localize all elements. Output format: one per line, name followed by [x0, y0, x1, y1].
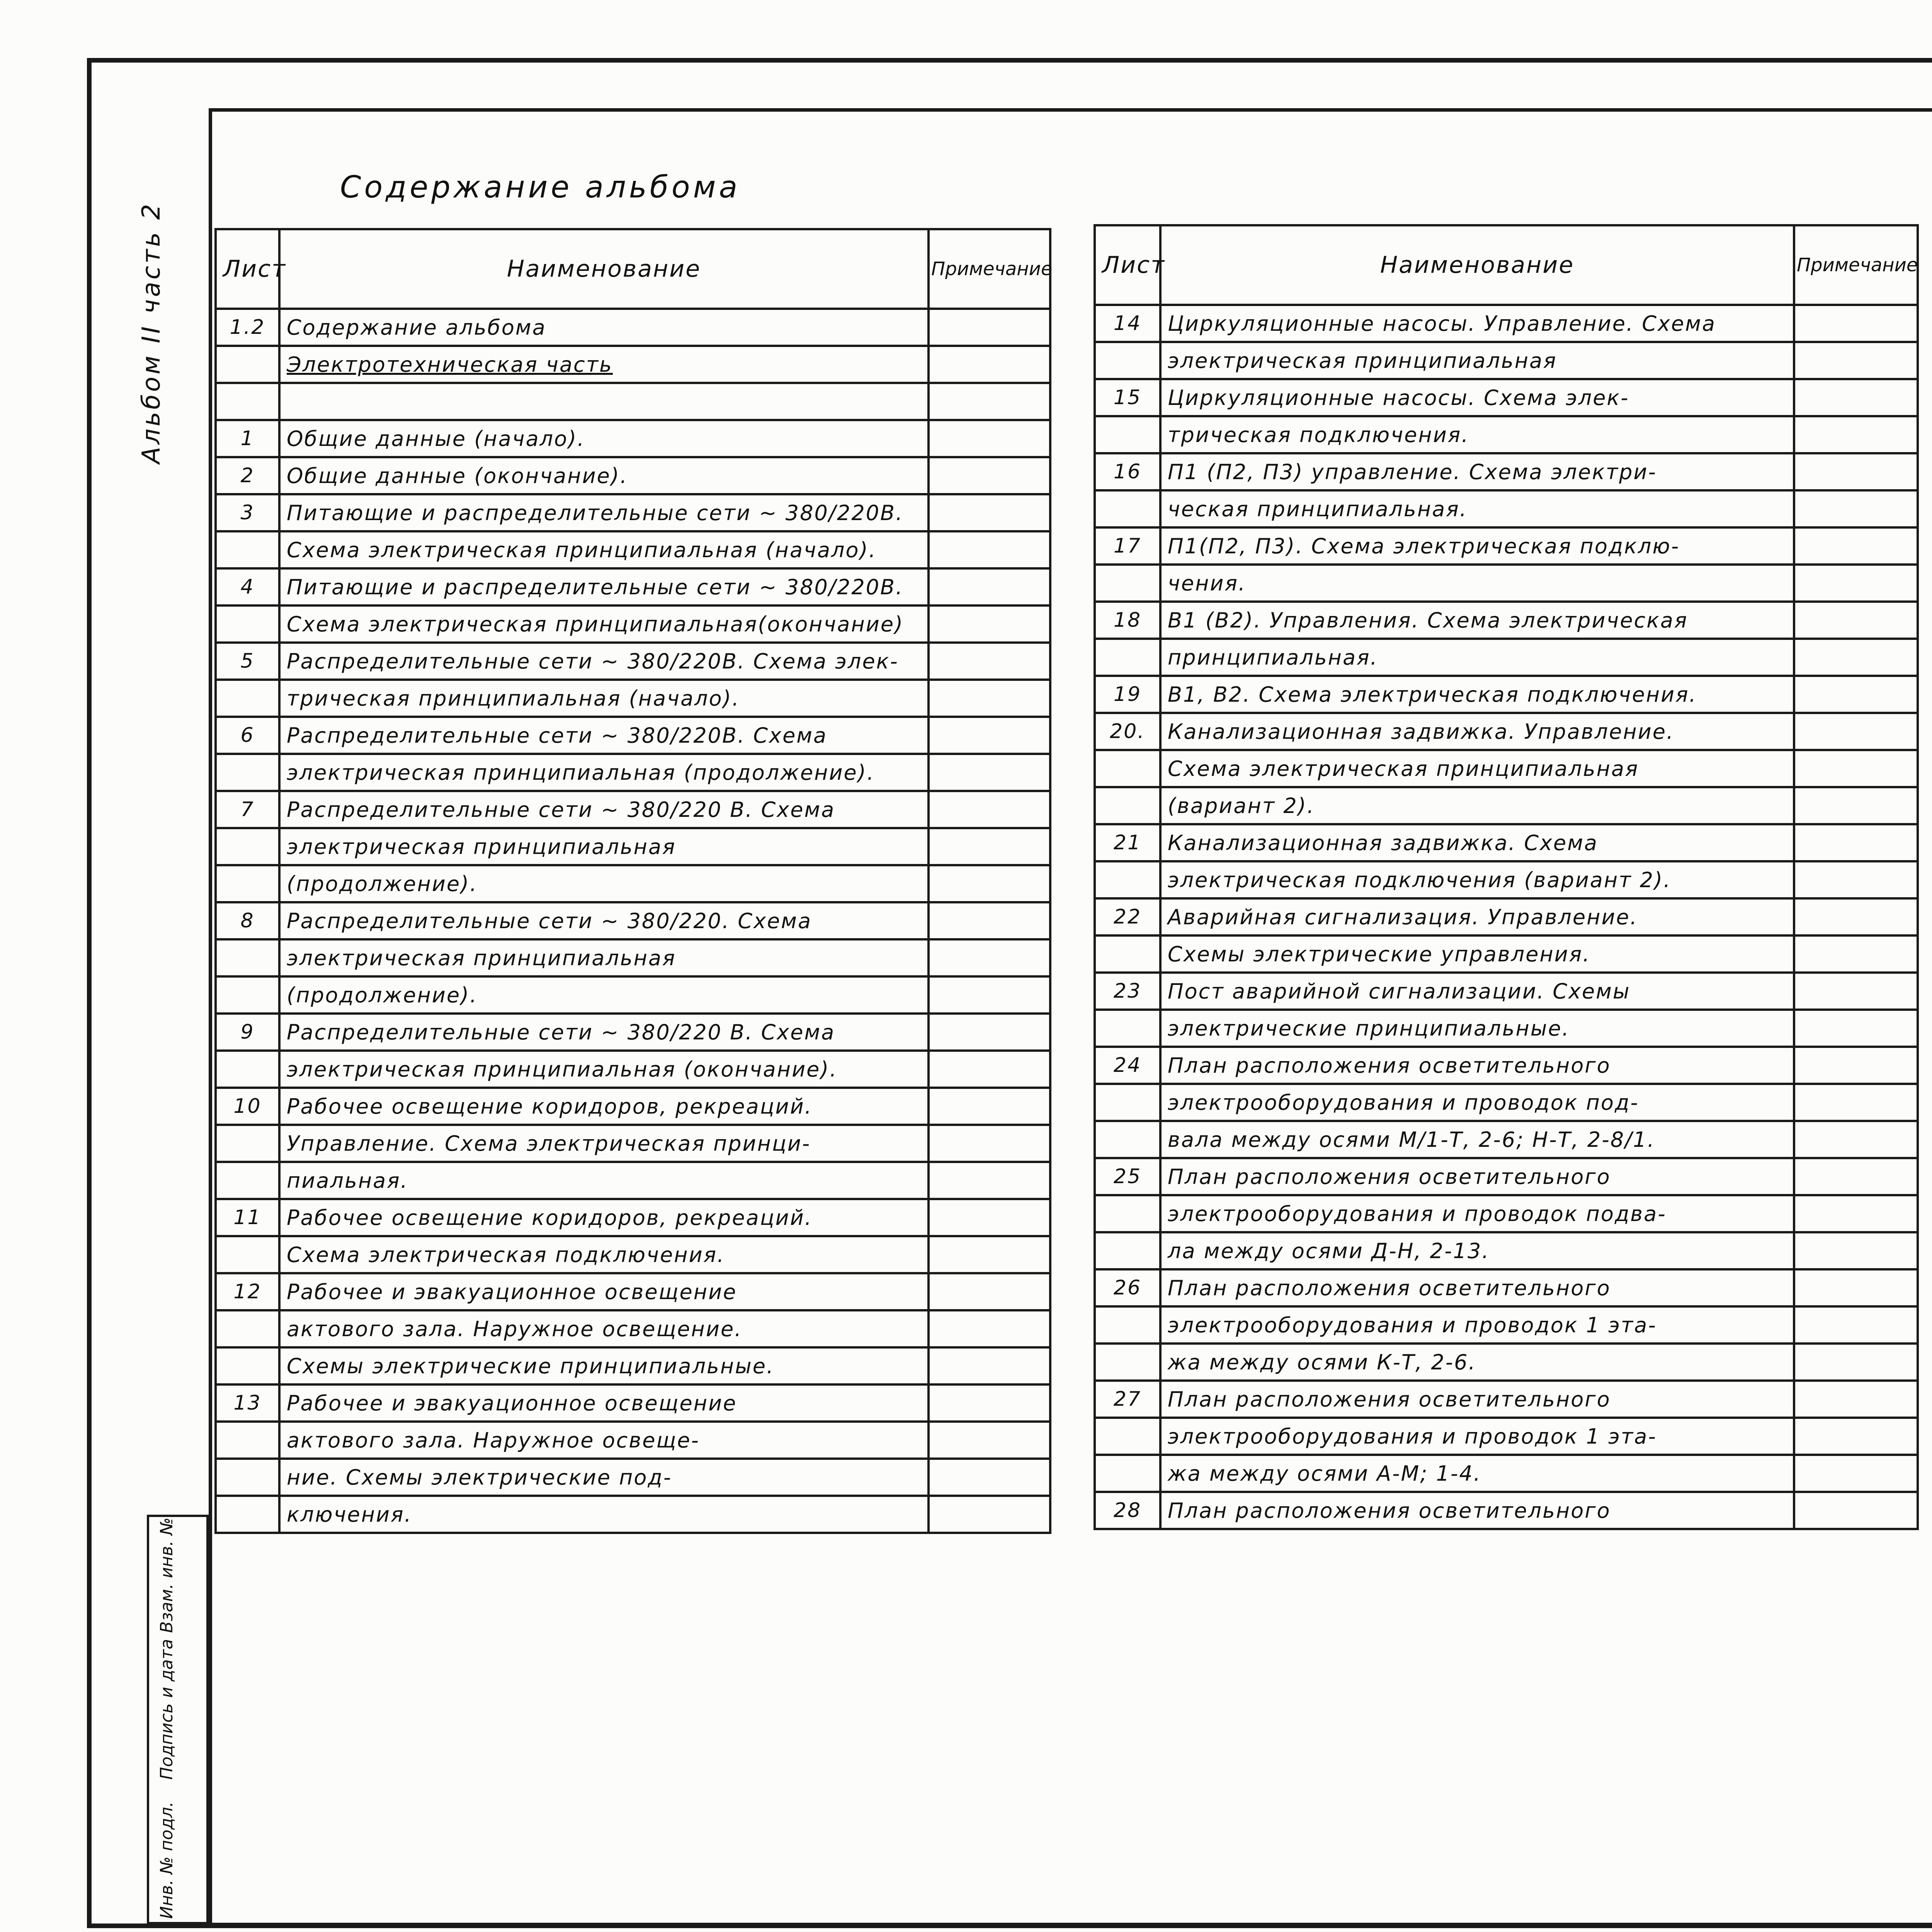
- row-note: [1794, 490, 1918, 527]
- row-sheet-number: 24: [1095, 1047, 1160, 1084]
- row-note: [929, 902, 1050, 939]
- row-sheet-number: [1095, 1195, 1160, 1232]
- row-sheet-number: [216, 1310, 279, 1347]
- row-note: [929, 1384, 1050, 1422]
- table-row: [1095, 1010, 1918, 1047]
- row-note: [1794, 1121, 1918, 1158]
- header-name: Наименование: [279, 229, 929, 309]
- row-name: трическая подключения.: [1160, 416, 1794, 453]
- row-name: П1(П2, П3). Схема электрическая подклю-: [1160, 527, 1794, 565]
- strip-replace-label: Взам. инв. №: [157, 1517, 177, 1633]
- row-sheet-number: 17: [1095, 527, 1160, 565]
- table-row: [1095, 973, 1918, 1010]
- row-name: В1, В2. Схема электрическая подключения.: [1160, 676, 1794, 713]
- table-row: [1095, 453, 1918, 490]
- table-row: [1095, 565, 1918, 602]
- row-name: электрическая принципиальная: [1160, 342, 1794, 379]
- row-name: Питающие и распределительные сети ~ 380/220В.: [279, 494, 929, 531]
- row-name: Распределительные сети ~ 380/220В. Схема элек-: [279, 643, 929, 680]
- table-row: [216, 457, 1050, 494]
- row-sheet-number: [1095, 1455, 1160, 1492]
- strip-inv-label: Инв. № подл.: [157, 1801, 177, 1919]
- row-name: Рабочее освещение коридоров, рекреаций.: [279, 1088, 929, 1125]
- table-row: [216, 717, 1050, 754]
- table-row: [216, 1496, 1050, 1533]
- table-row: [1095, 1269, 1918, 1306]
- row-name: Распределительные сети ~ 380/220 В. Схема: [279, 1014, 929, 1051]
- row-note: [929, 1014, 1050, 1051]
- row-name: ла между осями Д-Н, 2-13.: [1160, 1232, 1794, 1269]
- row-name: План расположения осветительного: [1160, 1492, 1794, 1529]
- row-name: ключения.: [279, 1496, 929, 1533]
- row-note: [1794, 973, 1918, 1010]
- row-note: [929, 1051, 1050, 1088]
- row-name: Рабочее и эвакуационное освещение: [279, 1384, 929, 1422]
- row-name: План расположения осветительного: [1160, 1047, 1794, 1084]
- row-name: Канализационная задвижка. Схема: [1160, 824, 1794, 861]
- table-row: [216, 1459, 1050, 1496]
- table-row: [1095, 713, 1918, 750]
- row-name: жа между осями К-Т, 2-6.: [1160, 1344, 1794, 1381]
- row-note: [1794, 861, 1918, 898]
- table-row: [1095, 861, 1918, 898]
- row-sheet-number: [1095, 490, 1160, 527]
- row-name: Питающие и распределительные сети ~ 380/220В.: [279, 568, 929, 605]
- row-name: В1 (В2). Управления. Схема электрическая: [1160, 602, 1794, 639]
- row-name: вала между осями М/1-Т, 2-6; Н-Т, 2-8/1.: [1160, 1121, 1794, 1158]
- row-sheet-number: [216, 939, 279, 976]
- row-sheet-number: [216, 383, 279, 420]
- row-sheet-number: 18: [1095, 602, 1160, 639]
- row-note: [929, 680, 1050, 717]
- table-row: [216, 865, 1050, 902]
- table-row: [216, 1162, 1050, 1199]
- row-sheet-number: 22: [1095, 898, 1160, 935]
- row-sheet-number: 27: [1095, 1381, 1160, 1418]
- row-name: Общие данные (начало).: [279, 420, 929, 457]
- row-note: [1794, 602, 1918, 639]
- row-sheet-number: 26: [1095, 1269, 1160, 1306]
- row-sheet-number: 20.: [1095, 713, 1160, 750]
- row-name: трическая принципиальная (начало).: [279, 680, 929, 717]
- row-name: (продолжение).: [279, 976, 929, 1014]
- row-sheet-number: [216, 976, 279, 1014]
- row-note: [1794, 935, 1918, 973]
- row-sheet-number: 15: [1095, 379, 1160, 416]
- row-note: [929, 1273, 1050, 1310]
- row-note: [929, 309, 1050, 346]
- row-sheet-number: 25: [1095, 1158, 1160, 1195]
- row-name: электрическая принципиальная: [279, 828, 929, 865]
- row-name: Схемы электрические управления.: [1160, 935, 1794, 973]
- table-row: [216, 1273, 1050, 1310]
- table-row: [1095, 1418, 1918, 1455]
- table-row: [1095, 527, 1918, 565]
- table-row: [1095, 750, 1918, 787]
- table-row: [1095, 824, 1918, 861]
- row-note: [1794, 1269, 1918, 1306]
- row-name: Распределительные сети ~ 380/220 В. Схема: [279, 791, 929, 828]
- row-name: Схемы электрические принципиальные.: [279, 1347, 929, 1384]
- row-sheet-number: [1095, 1418, 1160, 1455]
- row-sheet-number: 1.2: [216, 309, 279, 346]
- row-note: [929, 1236, 1050, 1273]
- row-note: [929, 457, 1050, 494]
- table-row: [216, 680, 1050, 717]
- header-sheet: Лист: [216, 229, 279, 309]
- row-sheet-number: 28: [1095, 1492, 1160, 1529]
- table-row: [216, 902, 1050, 939]
- row-sheet-number: 5: [216, 643, 279, 680]
- row-sheet-number: 1: [216, 420, 279, 457]
- table-row: [216, 791, 1050, 828]
- row-note: [929, 717, 1050, 754]
- row-sheet-number: [1095, 1121, 1160, 1158]
- row-note: [929, 865, 1050, 902]
- row-sheet-number: 9: [216, 1014, 279, 1051]
- row-sheet-number: [216, 680, 279, 717]
- row-name: электрооборудования и проводок 1 эта-: [1160, 1418, 1794, 1455]
- table-row: [1095, 602, 1918, 639]
- table-row: [1095, 1381, 1918, 1418]
- row-note: [929, 383, 1050, 420]
- table-row: [216, 1310, 1050, 1347]
- table-row: [216, 643, 1050, 680]
- row-sheet-number: 2: [216, 457, 279, 494]
- row-name: Электротехническая часть: [279, 346, 929, 383]
- table-row: [216, 1088, 1050, 1125]
- row-note: [1794, 416, 1918, 453]
- row-sheet-number: [1095, 1084, 1160, 1121]
- table-row: [216, 309, 1050, 346]
- table-row: [216, 531, 1050, 568]
- row-note: [929, 976, 1050, 1014]
- row-sheet-number: [1095, 787, 1160, 824]
- album-title: Содержание альбома: [340, 170, 741, 205]
- toc-table-1: [214, 228, 1051, 1534]
- row-sheet-number: [1095, 861, 1160, 898]
- row-note: [929, 1496, 1050, 1533]
- row-note: [1794, 1306, 1918, 1344]
- row-sheet-number: 23: [1095, 973, 1160, 1010]
- table-row: [216, 828, 1050, 865]
- header-note: Примечание: [929, 229, 1050, 309]
- table-row: [216, 1199, 1050, 1236]
- row-name: (продолжение).: [279, 865, 929, 902]
- row-sheet-number: [1095, 565, 1160, 602]
- row-note: [1794, 1010, 1918, 1047]
- table-row: [216, 605, 1050, 643]
- table-row: [1095, 416, 1918, 453]
- row-name: Содержание альбома: [279, 309, 929, 346]
- row-sheet-number: [216, 1236, 279, 1273]
- table-row: [1095, 1344, 1918, 1381]
- row-sheet-number: [216, 1125, 279, 1162]
- row-note: [1794, 565, 1918, 602]
- table-row: [216, 1422, 1050, 1459]
- row-sheet-number: 8: [216, 902, 279, 939]
- row-note: [929, 1459, 1050, 1496]
- row-name: План расположения осветительного: [1160, 1269, 1794, 1306]
- table-row: [216, 1014, 1050, 1051]
- row-name: электрическая принципиальная: [279, 939, 929, 976]
- row-note: [929, 791, 1050, 828]
- row-note: [1794, 379, 1918, 416]
- row-name: Пост аварийной сигнализации. Схемы: [1160, 973, 1794, 1010]
- row-sheet-number: [216, 865, 279, 902]
- row-sheet-number: [1095, 1306, 1160, 1344]
- row-sheet-number: [216, 754, 279, 791]
- row-sheet-number: [216, 605, 279, 643]
- row-note: [929, 1310, 1050, 1347]
- row-note: [1794, 527, 1918, 565]
- row-name: электрическая принципиальная (окончание).: [279, 1051, 929, 1088]
- row-name: электрооборудования и проводок 1 эта-: [1160, 1306, 1794, 1344]
- row-sheet-number: 11: [216, 1199, 279, 1236]
- row-sheet-number: [216, 346, 279, 383]
- row-sheet-number: [1095, 342, 1160, 379]
- row-sheet-number: [216, 1051, 279, 1088]
- row-sheet-number: [1095, 1232, 1160, 1269]
- table-row: [1095, 1047, 1918, 1084]
- table-row: [216, 1384, 1050, 1422]
- row-note: [929, 531, 1050, 568]
- row-name: электрооборудования и проводок под-: [1160, 1084, 1794, 1121]
- row-note: [1794, 1418, 1918, 1455]
- row-name: Рабочее освещение коридоров, рекреаций.: [279, 1199, 929, 1236]
- row-name: Рабочее и эвакуационное освещение: [279, 1273, 929, 1310]
- row-sheet-number: [1095, 750, 1160, 787]
- row-name: Схема электрическая принципиальная(окончание): [279, 605, 929, 643]
- table-row: [216, 346, 1050, 383]
- row-name: Аварийная сигнализация. Управление.: [1160, 898, 1794, 935]
- row-sheet-number: 12: [216, 1273, 279, 1310]
- row-name: электрическая подключения (вариант 2).: [1160, 861, 1794, 898]
- row-name: Схема электрическая подключения.: [279, 1236, 929, 1273]
- row-note: [929, 939, 1050, 976]
- row-note: [1794, 1158, 1918, 1195]
- table-row: [1095, 1195, 1918, 1232]
- table-row: [216, 1347, 1050, 1384]
- row-note: [1794, 750, 1918, 787]
- table-row: [1095, 1121, 1918, 1158]
- row-name: ческая принципиальная.: [1160, 490, 1794, 527]
- side-album-label: Альбом II часть 2: [137, 201, 166, 464]
- table-row: [216, 420, 1050, 457]
- row-name: (вариант 2).: [1160, 787, 1794, 824]
- table-row: [216, 568, 1050, 605]
- row-name: П1 (П2, П3) управление. Схема электри-: [1160, 453, 1794, 490]
- row-name: чения.: [1160, 565, 1794, 602]
- signature-strip: [147, 1515, 209, 1924]
- toc-table-2: [1094, 224, 1919, 1530]
- row-name: План расположения осветительного: [1160, 1158, 1794, 1195]
- row-name: электрическая принципиальная (продолжение).: [279, 754, 929, 791]
- header-name: Наименование: [1160, 225, 1794, 305]
- row-sheet-number: [1095, 416, 1160, 453]
- row-name: принципиальная.: [1160, 639, 1794, 676]
- row-name: Схема электрическая принципиальная (начало).: [279, 531, 929, 568]
- row-name: электрические принципиальные.: [1160, 1010, 1794, 1047]
- table-row: [1095, 1232, 1918, 1269]
- row-note: [929, 754, 1050, 791]
- row-note: [929, 1422, 1050, 1459]
- table-row: [1095, 379, 1918, 416]
- table-row: [1095, 1084, 1918, 1121]
- row-sheet-number: [216, 1347, 279, 1384]
- row-note: [1794, 713, 1918, 750]
- row-note: [1794, 1195, 1918, 1232]
- row-sheet-number: 7: [216, 791, 279, 828]
- row-note: [929, 494, 1050, 531]
- row-sheet-number: 6: [216, 717, 279, 754]
- row-note: [1794, 1455, 1918, 1492]
- row-note: [929, 1347, 1050, 1384]
- row-note: [1794, 787, 1918, 824]
- row-note: [929, 1162, 1050, 1199]
- row-note: [1794, 1381, 1918, 1418]
- row-sheet-number: 21: [1095, 824, 1160, 861]
- row-note: [929, 828, 1050, 865]
- table-row: [1095, 676, 1918, 713]
- row-name: Циркуляционные насосы. Управление. Схема: [1160, 305, 1794, 342]
- row-note: [929, 605, 1050, 643]
- row-name: Управление. Схема электрическая принци-: [279, 1125, 929, 1162]
- row-sheet-number: [216, 1162, 279, 1199]
- row-name: актового зала. Наружное освеще-: [279, 1422, 929, 1459]
- table-row: [1095, 490, 1918, 527]
- row-note: [929, 1088, 1050, 1125]
- table-row: [216, 1236, 1050, 1273]
- header-sheet: Лист: [1095, 225, 1160, 305]
- table-row: [1095, 305, 1918, 342]
- row-note: [1794, 1232, 1918, 1269]
- row-sheet-number: [216, 828, 279, 865]
- row-note: [1794, 676, 1918, 713]
- table-row: [1095, 342, 1918, 379]
- row-sheet-number: 13: [216, 1384, 279, 1422]
- row-name: электрооборудования и проводок подва-: [1160, 1195, 1794, 1232]
- table-row: [1095, 898, 1918, 935]
- row-sheet-number: [1095, 1010, 1160, 1047]
- table-row: [1095, 639, 1918, 676]
- row-name: ние. Схемы электрические под-: [279, 1459, 929, 1496]
- table-row: [1095, 1158, 1918, 1195]
- row-note: [929, 1199, 1050, 1236]
- row-note: [1794, 1492, 1918, 1529]
- row-name: Распределительные сети ~ 380/220В. Схема: [279, 717, 929, 754]
- row-sheet-number: 14: [1095, 305, 1160, 342]
- row-sheet-number: [216, 1496, 279, 1533]
- row-name: жа между осями А-М; 1-4.: [1160, 1455, 1794, 1492]
- table-row: [216, 939, 1050, 976]
- table-row: [216, 754, 1050, 791]
- row-sheet-number: 10: [216, 1088, 279, 1125]
- table-row: [216, 1125, 1050, 1162]
- row-sheet-number: [1095, 1344, 1160, 1381]
- row-sheet-number: 3: [216, 494, 279, 531]
- row-name: План расположения осветительного: [1160, 1381, 1794, 1418]
- row-sheet-number: [216, 531, 279, 568]
- row-note: [929, 346, 1050, 383]
- row-note: [1794, 1084, 1918, 1121]
- row-name: Схема электрическая принципиальная: [1160, 750, 1794, 787]
- table-row: [1095, 787, 1918, 824]
- row-sheet-number: [1095, 935, 1160, 973]
- row-sheet-number: [216, 1422, 279, 1459]
- table-row: [216, 494, 1050, 531]
- row-name: Распределительные сети ~ 380/220. Схема: [279, 902, 929, 939]
- table-row: [1095, 1306, 1918, 1344]
- row-sheet-number: 19: [1095, 676, 1160, 713]
- row-note: [1794, 824, 1918, 861]
- row-name: [279, 383, 929, 420]
- row-name: Канализационная задвижка. Управление.: [1160, 713, 1794, 750]
- row-name: Общие данные (окончание).: [279, 457, 929, 494]
- row-sheet-number: [216, 1459, 279, 1496]
- row-note: [929, 1125, 1050, 1162]
- header-note: Примечание: [1794, 225, 1918, 305]
- row-note: [1794, 1047, 1918, 1084]
- table-row: [216, 383, 1050, 420]
- row-sheet-number: 4: [216, 568, 279, 605]
- row-note: [1794, 639, 1918, 676]
- row-note: [929, 643, 1050, 680]
- table-row: [216, 976, 1050, 1014]
- table-row: [1095, 1455, 1918, 1492]
- row-sheet-number: 16: [1095, 453, 1160, 490]
- row-name: актового зала. Наружное освещение.: [279, 1310, 929, 1347]
- strip-sign-label: Подпись и дата: [157, 1639, 177, 1780]
- row-note: [929, 420, 1050, 457]
- row-note: [929, 568, 1050, 605]
- table-row: [216, 1051, 1050, 1088]
- row-note: [1794, 1344, 1918, 1381]
- row-note: [1794, 305, 1918, 342]
- table-row: [1095, 935, 1918, 973]
- table-row: [1095, 1492, 1918, 1529]
- row-name: пиальная.: [279, 1162, 929, 1199]
- row-note: [1794, 453, 1918, 490]
- row-note: [1794, 898, 1918, 935]
- row-note: [1794, 342, 1918, 379]
- row-sheet-number: [1095, 639, 1160, 676]
- row-name: Циркуляционные насосы. Схема элек-: [1160, 379, 1794, 416]
